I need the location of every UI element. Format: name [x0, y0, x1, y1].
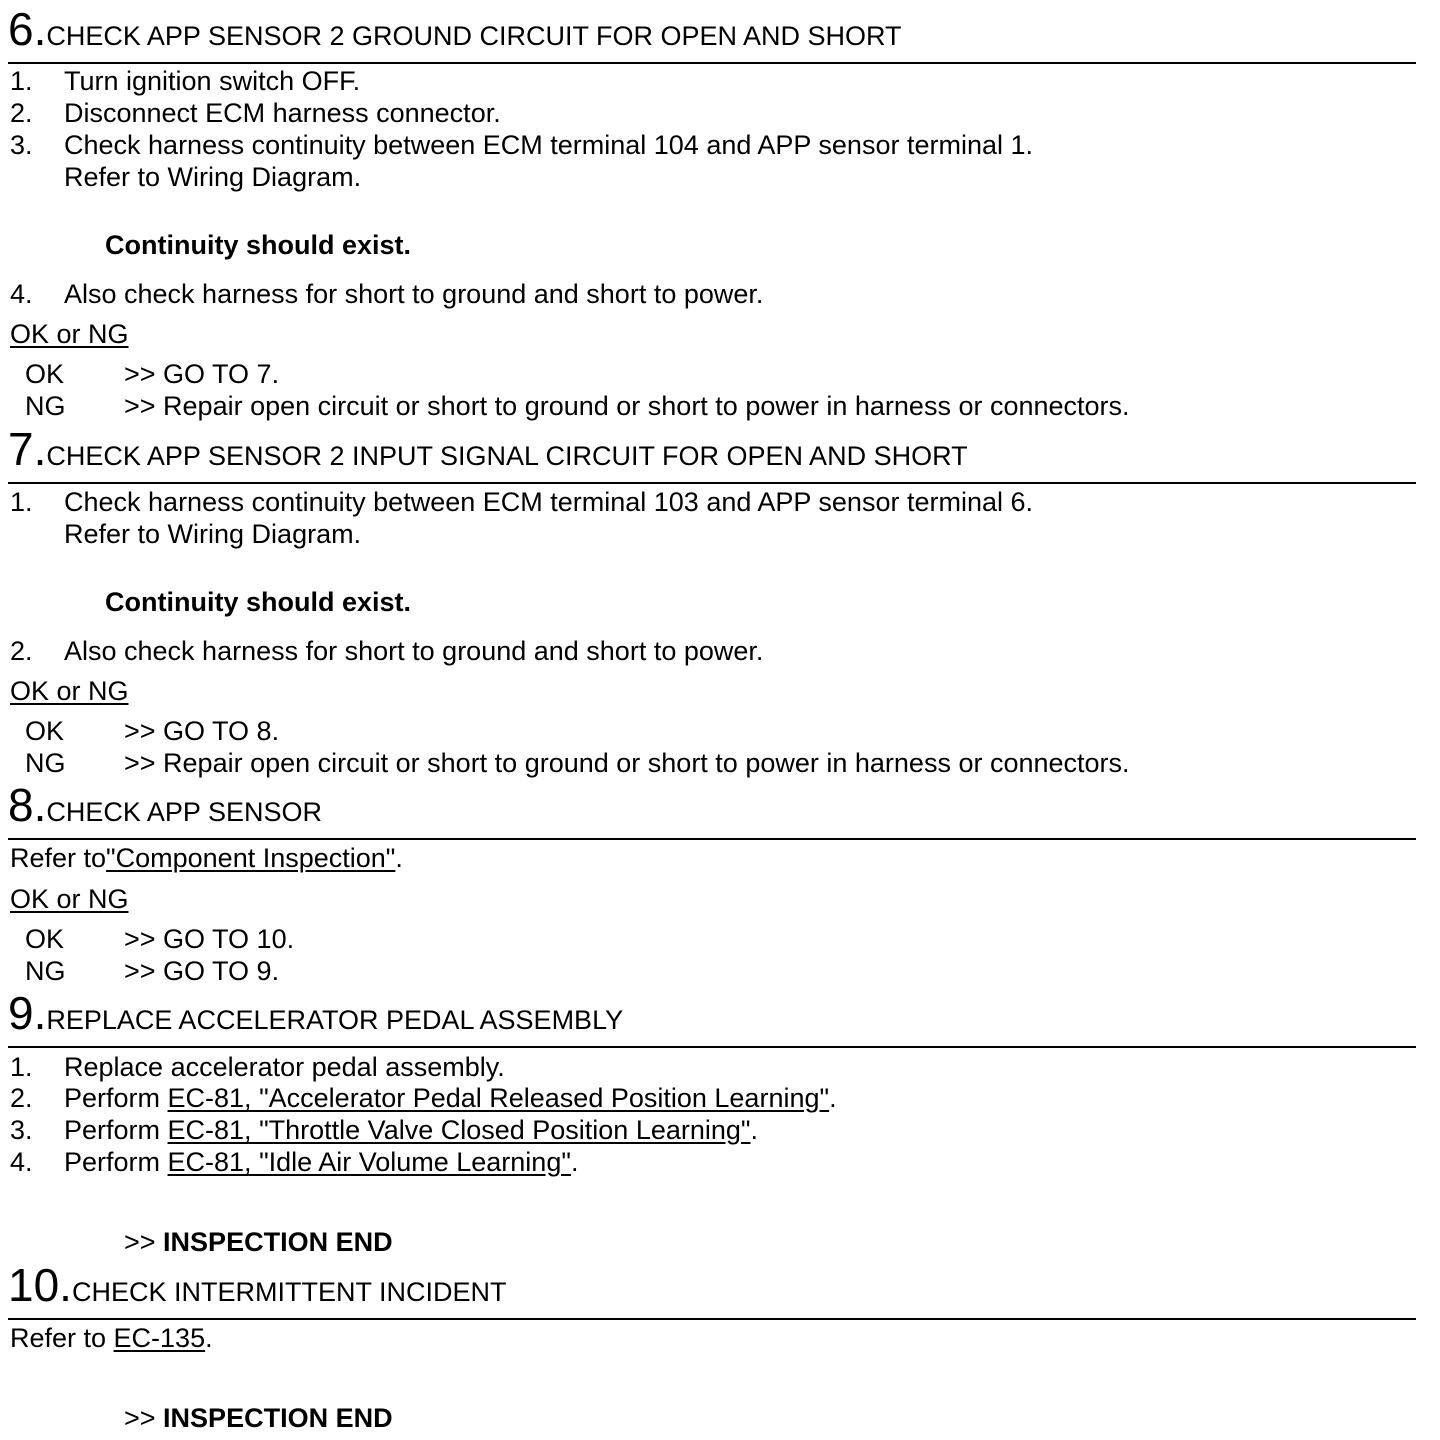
list-item-text: Turn ignition switch OFF. [64, 66, 361, 96]
refer-prefix: Refer to [10, 843, 107, 873]
link-suffix: . [570, 1147, 579, 1177]
end-text: INSPECTION END [163, 1227, 393, 1257]
divider [8, 1318, 1416, 1320]
list-item-number: 4. [10, 279, 33, 309]
step-title: CHECK APP SENSOR 2 INPUT SIGNAL CIRCUIT FOR OPEN AND SHORT [46, 441, 968, 471]
step-9-heading [8, 987, 624, 1039]
list-item-text-cont: Refer to Wiring Diagram. [64, 519, 362, 549]
step-10-heading [8, 1259, 507, 1311]
refer-suffix: . [205, 1323, 213, 1353]
step-number: 7. [8, 423, 47, 475]
list-item-text: Also check harness for short to ground and short to power. [64, 636, 764, 666]
ok-label: OK [25, 716, 65, 746]
spec-note: Continuity should exist. [105, 587, 412, 617]
list-item-number: 3. [10, 1115, 33, 1145]
list-item-text: Disconnect ECM harness connector. [64, 98, 501, 128]
perform-prefix: Perform [64, 1147, 168, 1177]
refer-suffix: . [395, 843, 403, 873]
list-item-text [64, 1149, 578, 1176]
list-item-number: 3. [10, 130, 33, 160]
step-6-heading [8, 3, 902, 55]
component-inspection-link[interactable]: "Component Inspection" [106, 843, 396, 873]
step-title: CHECK INTERMITTENT INCIDENT [71, 1277, 507, 1307]
list-item-number: 1. [10, 1052, 33, 1082]
ok-action: >> GO TO 8. [124, 716, 280, 746]
spec-note: Continuity should exist. [105, 230, 412, 260]
ok-label: OK [25, 924, 65, 954]
list-item-text: Also check harness for short to ground and short to power. [64, 279, 764, 309]
inspection-end [124, 1405, 393, 1432]
accelerator-pedal-learning-link[interactable]: EC-81, "Accelerator Pedal Released Position Learning" [167, 1083, 830, 1113]
step-number: 10. [8, 1259, 72, 1311]
list-item-number: 4. [10, 1147, 33, 1177]
step-number: 9. [8, 987, 47, 1039]
list-item-text: Replace accelerator pedal assembly. [64, 1052, 505, 1082]
ec-135-link[interactable]: EC-135 [113, 1323, 206, 1353]
list-item-text: Check harness continuity between ECM terminal 104 and APP sensor terminal 1. [64, 130, 1034, 160]
perform-prefix: Perform [64, 1115, 168, 1145]
divider [8, 1046, 1416, 1048]
ng-action: >> Repair open circuit or short to ground or short to power in harness or connectors. [124, 748, 1130, 778]
ok-action: >> GO TO 7. [124, 359, 280, 389]
link-suffix: . [829, 1083, 837, 1113]
ok-action: >> GO TO 10. [124, 924, 295, 954]
list-item-text [64, 1085, 837, 1112]
result-label: OK or NG [10, 319, 129, 349]
result-label: OK or NG [10, 676, 129, 706]
ng-label: NG [25, 956, 66, 986]
divider [8, 838, 1416, 840]
perform-prefix: Perform [64, 1083, 168, 1113]
refer-line [10, 845, 403, 872]
refer-line [10, 1325, 213, 1352]
ng-action: >> Repair open circuit or short to ground or short to power in harness or connectors. [124, 391, 1130, 421]
ng-action: >> GO TO 9. [124, 956, 280, 986]
idle-air-volume-learning-link[interactable]: EC-81, "Idle Air Volume Learning" [167, 1147, 571, 1177]
ok-label: OK [25, 359, 65, 389]
step-title: REPLACE ACCELERATOR PEDAL ASSEMBLY [46, 1005, 624, 1035]
end-text: INSPECTION END [163, 1403, 393, 1433]
result-label: OK or NG [10, 884, 129, 914]
end-arrow: >> [124, 1403, 164, 1433]
list-item-number: 2. [10, 636, 33, 666]
divider [8, 62, 1416, 64]
end-arrow: >> [124, 1227, 164, 1257]
list-item-text: Check harness continuity between ECM terminal 103 and APP sensor terminal 6. [64, 487, 1034, 517]
step-title: CHECK APP SENSOR 2 GROUND CIRCUIT FOR OPEN AND SHORT [46, 21, 902, 51]
ng-label: NG [25, 748, 66, 778]
list-item-number: 1. [10, 66, 33, 96]
step-number: 6. [8, 3, 47, 55]
step-number: 8. [8, 779, 47, 831]
step-title: CHECK APP SENSOR [46, 797, 322, 827]
throttle-valve-learning-link[interactable]: EC-81, "Throttle Valve Closed Position Learning" [167, 1115, 751, 1145]
list-item-text [64, 1117, 758, 1144]
ng-label: NG [25, 391, 66, 421]
step-7-heading [8, 423, 968, 475]
list-item-text-cont: Refer to Wiring Diagram. [64, 162, 362, 192]
step-8-heading [8, 779, 322, 831]
inspection-end [124, 1229, 393, 1256]
divider [8, 482, 1416, 484]
list-item-number: 2. [10, 1083, 33, 1113]
link-suffix: . [750, 1115, 759, 1145]
list-item-number: 1. [10, 487, 33, 517]
refer-prefix: Refer to [10, 1323, 114, 1353]
list-item-number: 2. [10, 98, 33, 128]
